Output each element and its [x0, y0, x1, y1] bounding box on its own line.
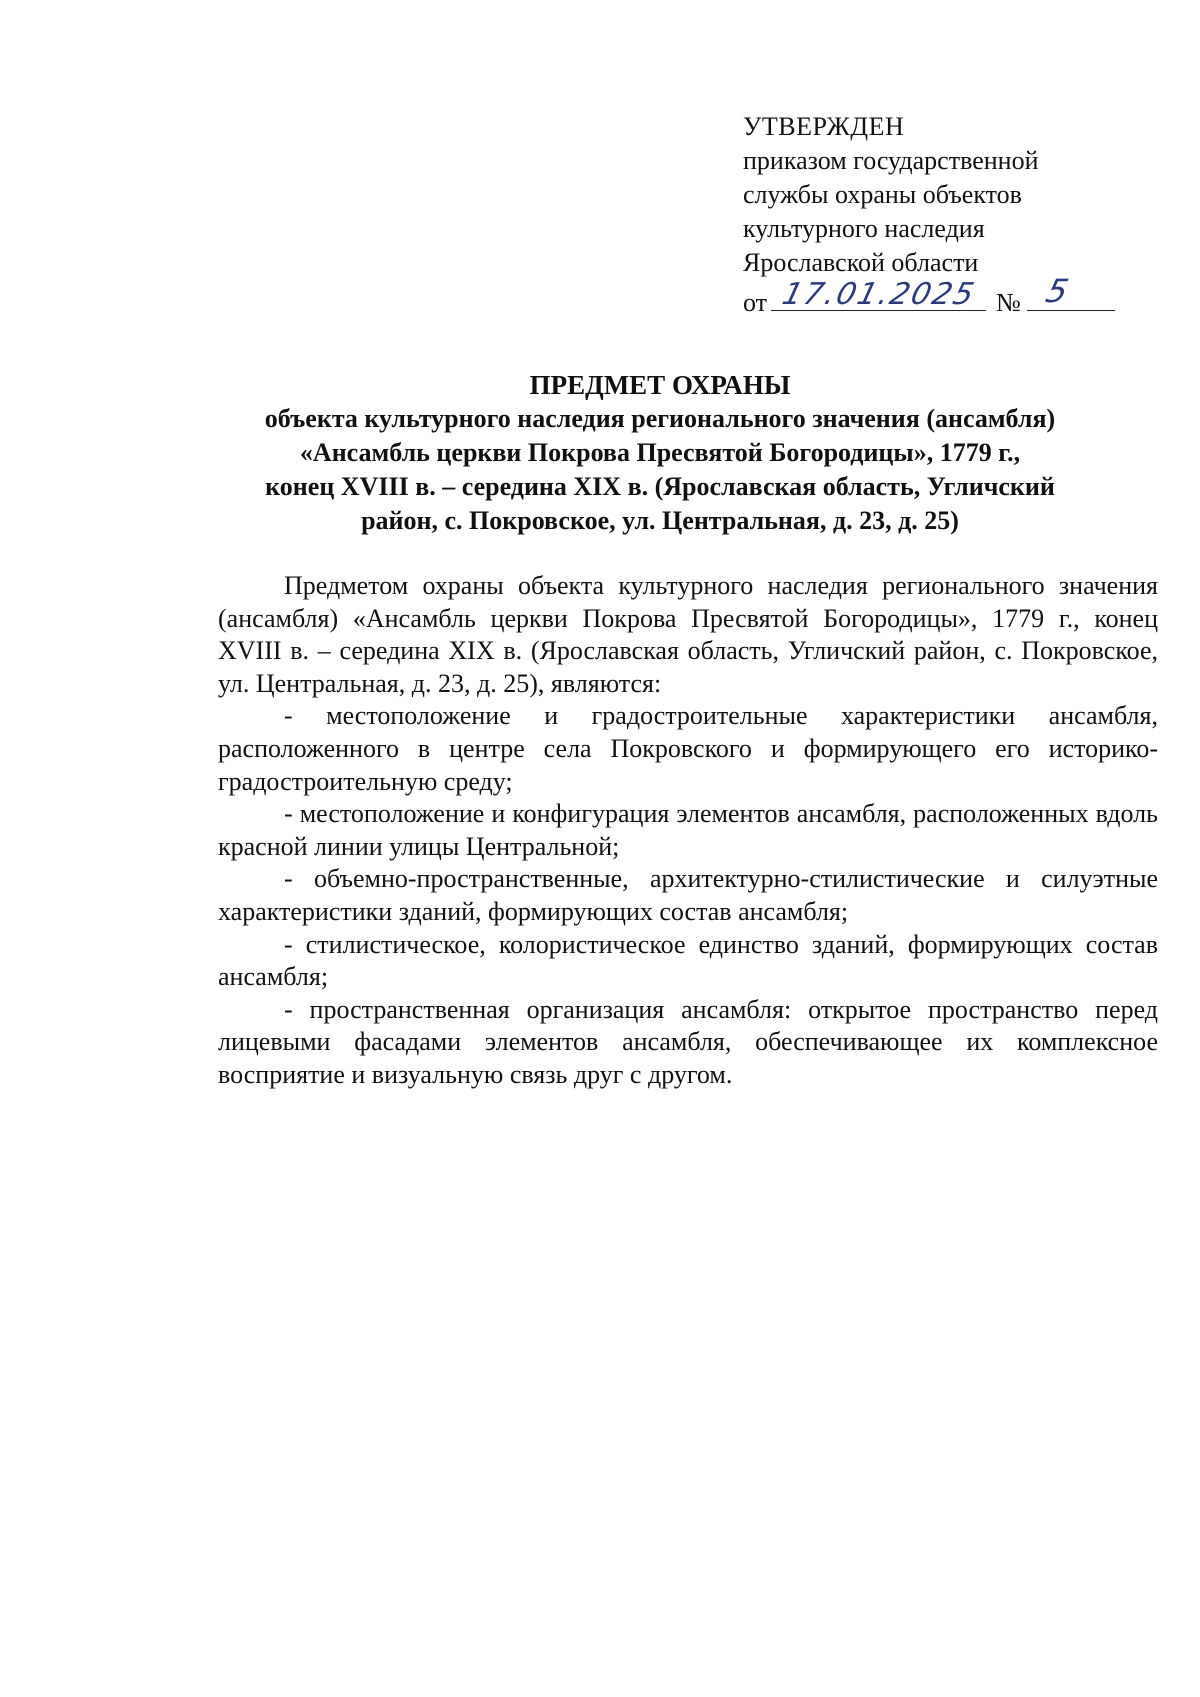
title-line: объекта культурного наследия регионального значения (ансамбля) — [264, 404, 1056, 433]
date-blank — [771, 277, 986, 312]
approval-line: культурного наследия — [743, 214, 985, 243]
number-blank — [1027, 272, 1115, 311]
body-list-item: - пространственная организация ансамбля: открытое пространство перед лицевыми фасадами элементов ансамбля, обеспечивающее их комплексное восприятие и визуальную связь друг с другом. — [218, 994, 1158, 1089]
title-main: ПРЕДМЕТ ОХРАНЫ — [529, 370, 791, 400]
handwritten-date: 17.01.2025 — [778, 277, 980, 312]
title-line: конец XVIII в. – середина XIX в. (Ярославская область, Угличский — [265, 472, 1055, 501]
title-line: «Ансамбль церкви Покрова Пресвятой Богородицы», 1779 г., — [299, 438, 1021, 467]
body-list-item: - местоположение и градостроительные характеристики ансамбля, расположенного в центре села Покровского и формирующего его историко-градостроительную среду; — [218, 701, 1158, 796]
approval-date-line — [743, 272, 1143, 317]
body-list-item: - стилистическое, колористическое единство зданий, формирующих состав ансамбля; — [218, 929, 1158, 992]
title-line: район, с. Покровское, ул. Центральная, д. 23, д. 25) — [361, 506, 959, 535]
handwritten-number: 5 — [1042, 272, 1074, 310]
approval-line: приказом государственной — [743, 146, 1039, 175]
number-sign: № — [996, 288, 1021, 317]
approval-heading: УТВЕРЖДЕН — [743, 112, 905, 141]
body-list-item: - местоположение и конфигурация элементов ансамбля, расположенных вдоль красной линии улицы Центральной; — [218, 799, 1158, 861]
date-prefix: от — [743, 288, 768, 317]
body-intro-paragraph: Предметом охраны объекта культурного наследия регионального значения (ансамбля) «Ансамбль церкви Покрова Пресвятой Богородицы», 1779 г., конец XVIII в. – середина XIX в. (Ярославская область, Угличский район, с. Покровское, ул. Центральная, д. 23, д. 25), являются: — [218, 571, 1158, 698]
approval-line: Ярославской области — [743, 248, 979, 277]
approval-block — [743, 110, 1143, 316]
document-title — [210, 368, 1110, 538]
document-body — [218, 570, 1158, 1092]
approval-line: службы охраны объектов — [743, 180, 1022, 209]
body-list-item: - объемно-пространственные, архитектурно-стилистические и силуэтные характеристики зданий, формирующих состав ансамбля; — [218, 864, 1158, 926]
